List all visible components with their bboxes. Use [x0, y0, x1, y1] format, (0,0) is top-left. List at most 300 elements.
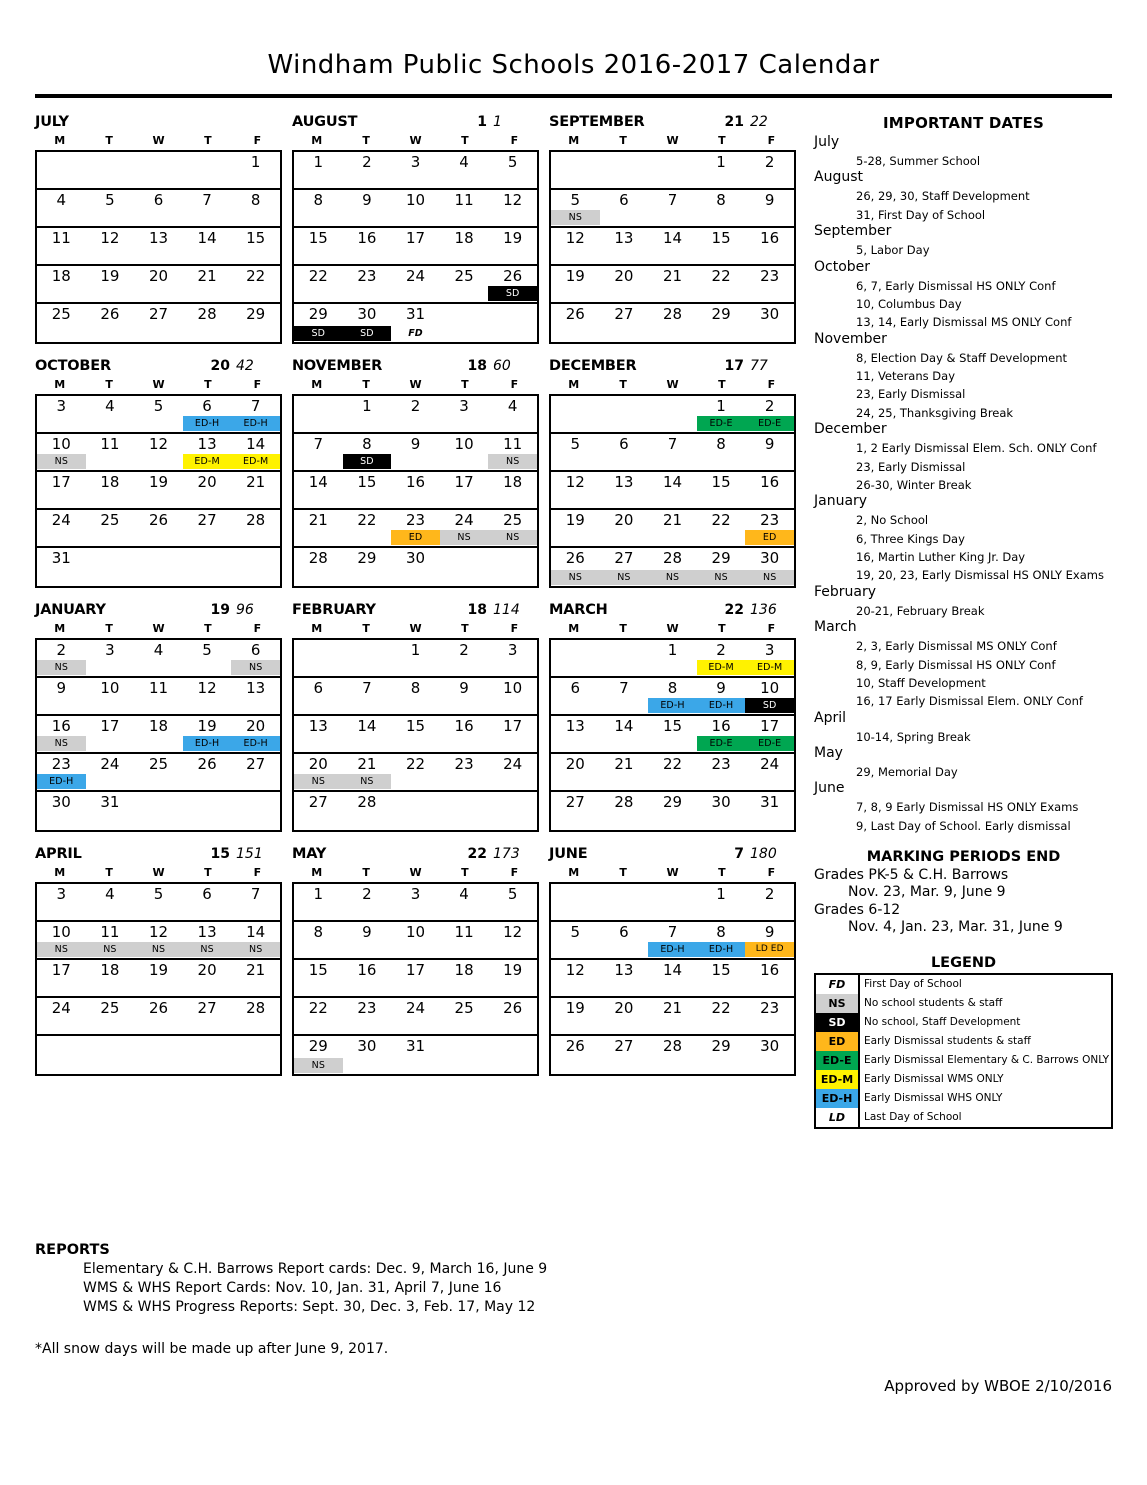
day-cell[interactable] [37, 510, 86, 546]
day-cell[interactable] [37, 678, 86, 714]
day-cell[interactable] [343, 304, 392, 342]
day-cell[interactable] [183, 472, 232, 508]
day-cell[interactable] [231, 716, 280, 752]
day-cell[interactable] [697, 304, 746, 342]
day-cell[interactable] [37, 434, 86, 470]
day-cell[interactable] [37, 266, 86, 302]
day-cell[interactable] [134, 190, 183, 226]
day-cell[interactable] [600, 152, 649, 188]
day-cell[interactable] [86, 884, 135, 920]
day-cell[interactable] [343, 152, 392, 188]
day-cell[interactable] [488, 998, 537, 1034]
day-cell[interactable] [134, 1036, 183, 1074]
day-cell[interactable] [391, 884, 440, 920]
day-cell[interactable] [600, 884, 649, 920]
day-cell[interactable] [488, 960, 537, 996]
day-cell[interactable] [294, 304, 343, 342]
day-cell[interactable] [745, 640, 794, 676]
day-cell[interactable] [294, 716, 343, 752]
day-cell[interactable] [86, 960, 135, 996]
day-cell[interactable] [86, 152, 135, 188]
day-cell[interactable] [231, 998, 280, 1034]
day-cell[interactable] [551, 266, 600, 302]
day-cell[interactable] [745, 304, 794, 342]
day-cell[interactable] [391, 1036, 440, 1074]
day-cell[interactable] [86, 754, 135, 790]
day-cell[interactable] [440, 922, 489, 958]
day-cell[interactable] [86, 228, 135, 264]
day-cell[interactable] [745, 152, 794, 188]
day-cell[interactable] [551, 716, 600, 752]
day-cell[interactable] [343, 754, 392, 790]
day-cell[interactable] [134, 434, 183, 470]
day-cell[interactable] [440, 548, 489, 586]
day-cell[interactable] [183, 190, 232, 226]
day-cell[interactable] [183, 792, 232, 830]
day-cell[interactable] [745, 754, 794, 790]
day-cell[interactable] [745, 998, 794, 1034]
day-cell[interactable] [231, 266, 280, 302]
day-cell[interactable] [183, 266, 232, 302]
day-cell[interactable] [343, 884, 392, 920]
day-cell[interactable] [648, 304, 697, 342]
day-cell[interactable] [86, 716, 135, 752]
day-cell[interactable] [745, 792, 794, 830]
day-cell[interactable] [745, 548, 794, 586]
day-cell[interactable] [488, 716, 537, 752]
day-cell[interactable] [183, 228, 232, 264]
day-cell[interactable] [391, 304, 440, 342]
day-cell[interactable] [86, 190, 135, 226]
day-cell[interactable] [343, 228, 392, 264]
day-cell[interactable] [134, 640, 183, 676]
day-cell[interactable] [648, 640, 697, 676]
day-cell[interactable] [37, 884, 86, 920]
day-cell[interactable] [440, 640, 489, 676]
day-cell[interactable] [37, 922, 86, 958]
day-cell[interactable] [697, 998, 746, 1034]
day-cell[interactable] [231, 434, 280, 470]
day-cell[interactable] [37, 304, 86, 342]
day-cell[interactable] [551, 960, 600, 996]
day-cell[interactable] [231, 472, 280, 508]
day-cell[interactable] [343, 792, 392, 830]
day-cell[interactable] [745, 1036, 794, 1074]
day-cell[interactable] [231, 548, 280, 586]
day-cell[interactable] [551, 510, 600, 546]
day-cell[interactable] [648, 190, 697, 226]
day-cell[interactable] [600, 998, 649, 1034]
day-cell[interactable] [86, 472, 135, 508]
day-cell[interactable] [231, 754, 280, 790]
day-cell[interactable] [697, 678, 746, 714]
day-cell[interactable] [37, 1036, 86, 1074]
day-cell[interactable] [37, 472, 86, 508]
day-cell[interactable] [86, 792, 135, 830]
day-cell[interactable] [86, 266, 135, 302]
day-cell[interactable] [488, 190, 537, 226]
day-cell[interactable] [391, 792, 440, 830]
day-cell[interactable] [648, 396, 697, 432]
day-cell[interactable] [231, 396, 280, 432]
day-cell[interactable] [600, 228, 649, 264]
day-cell[interactable] [294, 228, 343, 264]
day-cell[interactable] [134, 960, 183, 996]
day-cell[interactable] [343, 640, 392, 676]
day-cell[interactable] [231, 640, 280, 676]
day-cell[interactable] [648, 510, 697, 546]
day-cell[interactable] [697, 434, 746, 470]
day-cell[interactable] [391, 228, 440, 264]
day-cell[interactable] [231, 960, 280, 996]
day-cell[interactable] [551, 678, 600, 714]
day-cell[interactable] [391, 190, 440, 226]
day-cell[interactable] [183, 640, 232, 676]
day-cell[interactable] [697, 792, 746, 830]
day-cell[interactable] [745, 960, 794, 996]
day-cell[interactable] [697, 510, 746, 546]
day-cell[interactable] [183, 396, 232, 432]
day-cell[interactable] [231, 510, 280, 546]
day-cell[interactable] [134, 754, 183, 790]
day-cell[interactable] [231, 1036, 280, 1074]
day-cell[interactable] [183, 152, 232, 188]
day-cell[interactable] [488, 884, 537, 920]
day-cell[interactable] [488, 678, 537, 714]
day-cell[interactable] [697, 754, 746, 790]
day-cell[interactable] [697, 716, 746, 752]
day-cell[interactable] [697, 884, 746, 920]
day-cell[interactable] [648, 960, 697, 996]
day-cell[interactable] [551, 548, 600, 586]
day-cell[interactable] [551, 1036, 600, 1074]
day-cell[interactable] [488, 754, 537, 790]
day-cell[interactable] [551, 754, 600, 790]
day-cell[interactable] [488, 472, 537, 508]
day-cell[interactable] [134, 998, 183, 1034]
day-cell[interactable] [86, 396, 135, 432]
day-cell[interactable] [343, 678, 392, 714]
day-cell[interactable] [391, 510, 440, 546]
day-cell[interactable] [37, 152, 86, 188]
day-cell[interactable] [294, 548, 343, 586]
day-cell[interactable] [600, 1036, 649, 1074]
day-cell[interactable] [391, 472, 440, 508]
day-cell[interactable] [134, 884, 183, 920]
day-cell[interactable] [183, 960, 232, 996]
day-cell[interactable] [343, 396, 392, 432]
day-cell[interactable] [86, 434, 135, 470]
day-cell[interactable] [648, 152, 697, 188]
day-cell[interactable] [551, 884, 600, 920]
day-cell[interactable] [551, 998, 600, 1034]
day-cell[interactable] [134, 266, 183, 302]
day-cell[interactable] [440, 434, 489, 470]
day-cell[interactable] [648, 922, 697, 958]
day-cell[interactable] [600, 678, 649, 714]
day-cell[interactable] [440, 152, 489, 188]
day-cell[interactable] [697, 152, 746, 188]
day-cell[interactable] [488, 792, 537, 830]
day-cell[interactable] [745, 884, 794, 920]
day-cell[interactable] [600, 922, 649, 958]
day-cell[interactable] [600, 716, 649, 752]
day-cell[interactable] [391, 754, 440, 790]
day-cell[interactable] [600, 396, 649, 432]
day-cell[interactable] [294, 266, 343, 302]
day-cell[interactable] [488, 228, 537, 264]
day-cell[interactable] [231, 152, 280, 188]
day-cell[interactable] [343, 190, 392, 226]
day-cell[interactable] [697, 640, 746, 676]
day-cell[interactable] [600, 640, 649, 676]
day-cell[interactable] [86, 640, 135, 676]
day-cell[interactable] [697, 266, 746, 302]
day-cell[interactable] [183, 716, 232, 752]
day-cell[interactable] [648, 678, 697, 714]
day-cell[interactable] [391, 396, 440, 432]
day-cell[interactable] [440, 960, 489, 996]
day-cell[interactable] [440, 1036, 489, 1074]
day-cell[interactable] [745, 434, 794, 470]
day-cell[interactable] [391, 640, 440, 676]
day-cell[interactable] [343, 960, 392, 996]
day-cell[interactable] [488, 152, 537, 188]
day-cell[interactable] [551, 640, 600, 676]
day-cell[interactable] [551, 396, 600, 432]
day-cell[interactable] [134, 678, 183, 714]
day-cell[interactable] [343, 434, 392, 470]
day-cell[interactable] [697, 960, 746, 996]
day-cell[interactable] [600, 304, 649, 342]
day-cell[interactable] [551, 434, 600, 470]
day-cell[interactable] [391, 960, 440, 996]
day-cell[interactable] [183, 548, 232, 586]
day-cell[interactable] [37, 190, 86, 226]
day-cell[interactable] [697, 228, 746, 264]
day-cell[interactable] [134, 548, 183, 586]
day-cell[interactable] [294, 754, 343, 790]
day-cell[interactable] [648, 716, 697, 752]
day-cell[interactable] [37, 716, 86, 752]
day-cell[interactable] [37, 960, 86, 996]
day-cell[interactable] [183, 884, 232, 920]
day-cell[interactable] [745, 266, 794, 302]
day-cell[interactable] [697, 396, 746, 432]
day-cell[interactable] [648, 228, 697, 264]
day-cell[interactable] [86, 998, 135, 1034]
day-cell[interactable] [488, 1036, 537, 1074]
day-cell[interactable] [134, 396, 183, 432]
day-cell[interactable] [440, 396, 489, 432]
day-cell[interactable] [134, 472, 183, 508]
day-cell[interactable] [294, 190, 343, 226]
day-cell[interactable] [231, 792, 280, 830]
day-cell[interactable] [183, 678, 232, 714]
day-cell[interactable] [183, 1036, 232, 1074]
day-cell[interactable] [183, 304, 232, 342]
day-cell[interactable] [294, 998, 343, 1034]
day-cell[interactable] [600, 548, 649, 586]
day-cell[interactable] [343, 266, 392, 302]
day-cell[interactable] [488, 396, 537, 432]
day-cell[interactable] [648, 472, 697, 508]
day-cell[interactable] [551, 190, 600, 226]
day-cell[interactable] [183, 434, 232, 470]
day-cell[interactable] [648, 1036, 697, 1074]
day-cell[interactable] [86, 304, 135, 342]
day-cell[interactable] [343, 716, 392, 752]
day-cell[interactable] [648, 548, 697, 586]
day-cell[interactable] [134, 304, 183, 342]
day-cell[interactable] [391, 266, 440, 302]
day-cell[interactable] [600, 510, 649, 546]
day-cell[interactable] [600, 960, 649, 996]
day-cell[interactable] [391, 434, 440, 470]
day-cell[interactable] [391, 716, 440, 752]
day-cell[interactable] [294, 792, 343, 830]
day-cell[interactable] [37, 548, 86, 586]
day-cell[interactable] [294, 472, 343, 508]
day-cell[interactable] [294, 678, 343, 714]
day-cell[interactable] [391, 678, 440, 714]
day-cell[interactable] [183, 998, 232, 1034]
day-cell[interactable] [488, 266, 537, 302]
day-cell[interactable] [600, 266, 649, 302]
day-cell[interactable] [343, 472, 392, 508]
day-cell[interactable] [294, 640, 343, 676]
day-cell[interactable] [697, 472, 746, 508]
day-cell[interactable] [648, 754, 697, 790]
day-cell[interactable] [294, 960, 343, 996]
day-cell[interactable] [231, 678, 280, 714]
day-cell[interactable] [440, 716, 489, 752]
day-cell[interactable] [745, 396, 794, 432]
day-cell[interactable] [231, 922, 280, 958]
day-cell[interactable] [391, 152, 440, 188]
day-cell[interactable] [745, 716, 794, 752]
day-cell[interactable] [488, 640, 537, 676]
day-cell[interactable] [37, 396, 86, 432]
day-cell[interactable] [551, 922, 600, 958]
day-cell[interactable] [600, 754, 649, 790]
day-cell[interactable] [551, 228, 600, 264]
day-cell[interactable] [440, 754, 489, 790]
day-cell[interactable] [551, 304, 600, 342]
day-cell[interactable] [745, 922, 794, 958]
day-cell[interactable] [231, 304, 280, 342]
day-cell[interactable] [134, 510, 183, 546]
day-cell[interactable] [37, 754, 86, 790]
day-cell[interactable] [134, 792, 183, 830]
day-cell[interactable] [343, 548, 392, 586]
day-cell[interactable] [294, 1036, 343, 1074]
day-cell[interactable] [440, 792, 489, 830]
day-cell[interactable] [343, 510, 392, 546]
day-cell[interactable] [294, 434, 343, 470]
day-cell[interactable] [697, 1036, 746, 1074]
day-cell[interactable] [488, 510, 537, 546]
day-cell[interactable] [294, 152, 343, 188]
day-cell[interactable] [343, 1036, 392, 1074]
day-cell[interactable] [600, 792, 649, 830]
day-cell[interactable] [440, 884, 489, 920]
day-cell[interactable] [294, 884, 343, 920]
day-cell[interactable] [134, 922, 183, 958]
day-cell[interactable] [440, 998, 489, 1034]
day-cell[interactable] [648, 884, 697, 920]
day-cell[interactable] [440, 190, 489, 226]
day-cell[interactable] [600, 434, 649, 470]
day-cell[interactable] [440, 266, 489, 302]
day-cell[interactable] [86, 1036, 135, 1074]
day-cell[interactable] [488, 548, 537, 586]
day-cell[interactable] [183, 754, 232, 790]
day-cell[interactable] [440, 304, 489, 342]
day-cell[interactable] [343, 998, 392, 1034]
day-cell[interactable] [391, 548, 440, 586]
day-cell[interactable] [648, 266, 697, 302]
day-cell[interactable] [86, 678, 135, 714]
day-cell[interactable] [648, 434, 697, 470]
day-cell[interactable] [697, 190, 746, 226]
day-cell[interactable] [37, 228, 86, 264]
day-cell[interactable] [183, 922, 232, 958]
day-cell[interactable] [440, 228, 489, 264]
day-cell[interactable] [600, 472, 649, 508]
day-cell[interactable] [231, 884, 280, 920]
day-cell[interactable] [183, 510, 232, 546]
day-cell[interactable] [37, 792, 86, 830]
day-cell[interactable] [134, 716, 183, 752]
day-cell[interactable] [745, 678, 794, 714]
day-cell[interactable] [745, 228, 794, 264]
day-cell[interactable] [294, 922, 343, 958]
day-cell[interactable] [86, 548, 135, 586]
day-cell[interactable] [745, 190, 794, 226]
day-cell[interactable] [294, 396, 343, 432]
day-cell[interactable] [231, 190, 280, 226]
day-cell[interactable] [37, 998, 86, 1034]
day-cell[interactable] [343, 922, 392, 958]
day-cell[interactable] [440, 510, 489, 546]
day-cell[interactable] [37, 640, 86, 676]
day-cell[interactable] [745, 510, 794, 546]
day-cell[interactable] [391, 922, 440, 958]
day-cell[interactable] [391, 998, 440, 1034]
day-cell[interactable] [551, 792, 600, 830]
day-cell[interactable] [86, 922, 135, 958]
day-cell[interactable] [440, 678, 489, 714]
day-cell[interactable] [551, 472, 600, 508]
day-cell[interactable] [648, 998, 697, 1034]
day-cell[interactable] [488, 434, 537, 470]
day-cell[interactable] [600, 190, 649, 226]
day-cell[interactable] [488, 922, 537, 958]
day-cell[interactable] [440, 472, 489, 508]
day-cell[interactable] [86, 510, 135, 546]
day-cell[interactable] [488, 304, 537, 342]
day-cell[interactable] [134, 152, 183, 188]
day-cell[interactable] [745, 472, 794, 508]
day-cell[interactable] [648, 792, 697, 830]
day-cell[interactable] [697, 922, 746, 958]
day-cell[interactable] [231, 228, 280, 264]
day-cell[interactable] [294, 510, 343, 546]
day-cell[interactable] [697, 548, 746, 586]
day-cell[interactable] [551, 152, 600, 188]
day-cell[interactable] [134, 228, 183, 264]
